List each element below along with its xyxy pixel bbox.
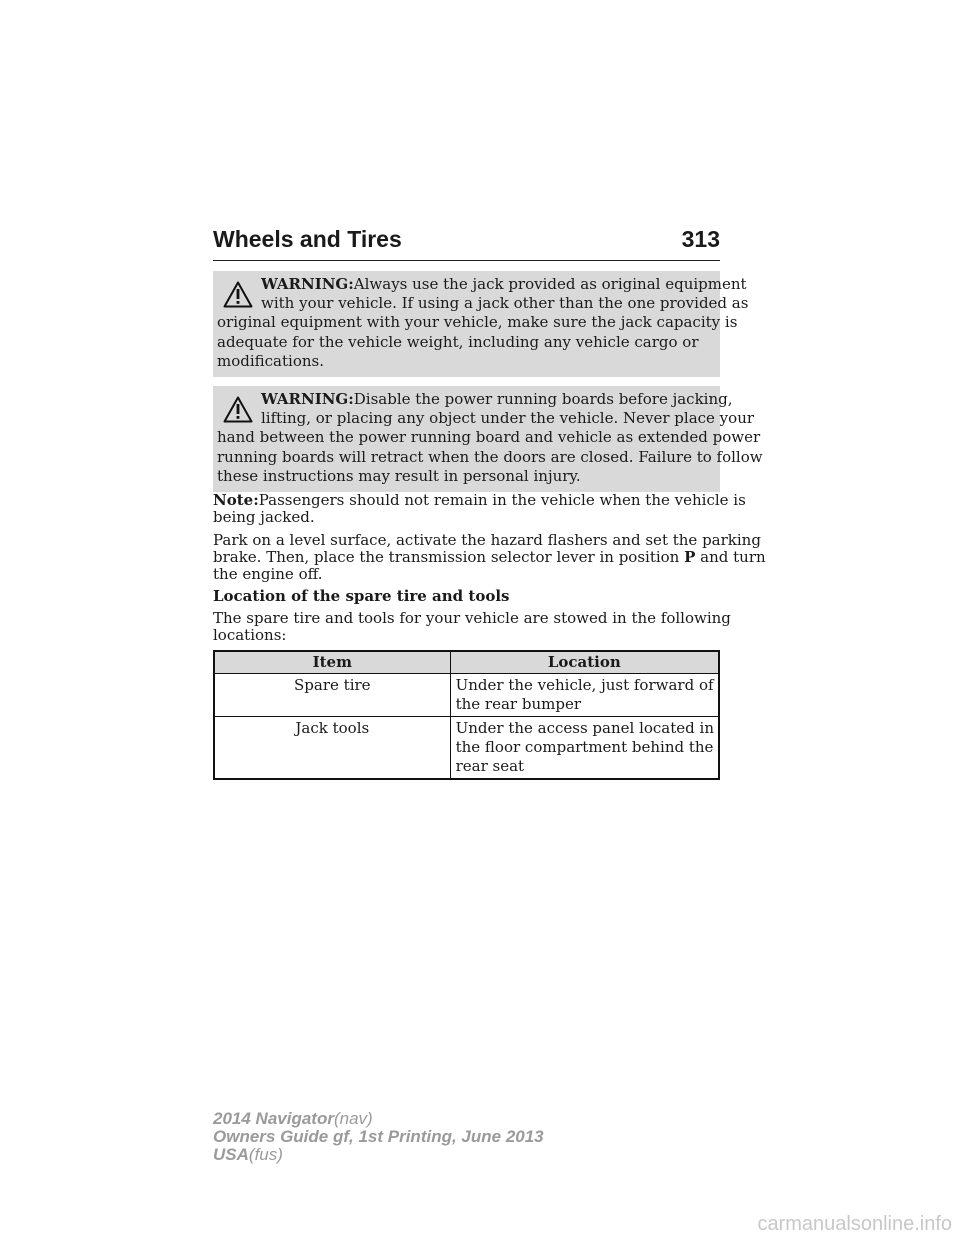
- page-number: 313: [681, 226, 720, 252]
- table-row: [214, 717, 719, 780]
- warning-label: WARNING:: [261, 275, 354, 293]
- cell-item: Spare tire: [214, 674, 450, 717]
- intro-paragraph: [213, 609, 731, 644]
- warning-text: Disable the power running boards before jacking,: [353, 390, 733, 408]
- footer-model: 2014 Navigator: [213, 1109, 334, 1128]
- cell-location: [450, 717, 719, 780]
- footer-market: USA: [213, 1145, 249, 1164]
- warning-continuation: [217, 313, 738, 371]
- intro-text: locations:: [213, 626, 287, 644]
- table-header-row: [214, 651, 719, 674]
- cell-line: the floor compartment behind the: [455, 738, 714, 756]
- section-heading: Location of the spare tire and tools: [213, 587, 510, 605]
- location-table: [213, 650, 720, 780]
- warning-text: with your vehicle. If using a jack other than the one provided as: [261, 294, 749, 313]
- note-label: Note:: [213, 491, 259, 509]
- warning-triangle-icon: [223, 281, 253, 308]
- column-header-location: Location: [450, 651, 719, 674]
- note-text: being jacked.: [213, 508, 315, 526]
- print-footer: [213, 1110, 544, 1164]
- warning-text: modifications.: [217, 351, 324, 370]
- intro-text: The spare tire and tools for your vehicle are stowed in the following: [213, 609, 731, 627]
- cell-location: [450, 674, 719, 717]
- warning-text: these instructions may result in personal injury.: [217, 466, 581, 485]
- warning-triangle-icon: [223, 396, 253, 423]
- warning-first-line: [217, 275, 747, 294]
- warning-text: lifting, or placing any object under the vehicle. Never place your: [261, 409, 755, 428]
- park-text: Park on a level surface, activate the hazard flashers and set the parking: [213, 531, 761, 549]
- site-watermark: carmanualsonline.info: [757, 1213, 952, 1235]
- park-text: the engine off.: [213, 565, 323, 583]
- park-position-label: P: [684, 548, 696, 566]
- cell-line: Under the vehicle, just forward of: [455, 676, 714, 694]
- cell-item: Jack tools: [214, 717, 450, 780]
- footer-edition: Owners Guide gf, 1st Printing, June 2013: [213, 1127, 544, 1146]
- note-text: Passengers should not remain in the vehicle when the vehicle is: [258, 491, 746, 509]
- footer-code: (nav): [333, 1109, 373, 1128]
- warning-box-jack: [213, 271, 749, 377]
- table-row: [214, 674, 719, 717]
- warning-text: Always use the jack provided as original equipment: [353, 275, 747, 293]
- note-paragraph: [213, 491, 746, 526]
- warning-box-running-boards: [213, 386, 763, 492]
- park-paragraph: [213, 531, 766, 583]
- page-header: [213, 226, 720, 261]
- park-text: brake. Then, place the transmission selector lever in position: [213, 548, 685, 566]
- warning-continuation: [217, 428, 763, 486]
- park-text: and turn: [695, 548, 766, 566]
- warning-text: original equipment with your vehicle, make sure the jack capacity is: [217, 313, 738, 332]
- cell-line: the rear bumper: [455, 695, 581, 713]
- column-header-item: Item: [214, 651, 450, 674]
- section-title: Wheels and Tires: [213, 226, 402, 252]
- warning-text: hand between the power running board and vehicle as extended power: [217, 428, 761, 447]
- cell-line: Under the access panel located in: [455, 719, 714, 737]
- footer-code: (fus): [248, 1145, 283, 1164]
- cell-line: rear seat: [455, 757, 525, 775]
- warning-label: WARNING:: [261, 390, 354, 408]
- warning-first-line: [217, 390, 733, 409]
- warning-text: running boards will retract when the doors are closed. Failure to follow: [217, 447, 763, 466]
- warning-text: adequate for the vehicle weight, including any vehicle cargo or: [217, 332, 699, 351]
